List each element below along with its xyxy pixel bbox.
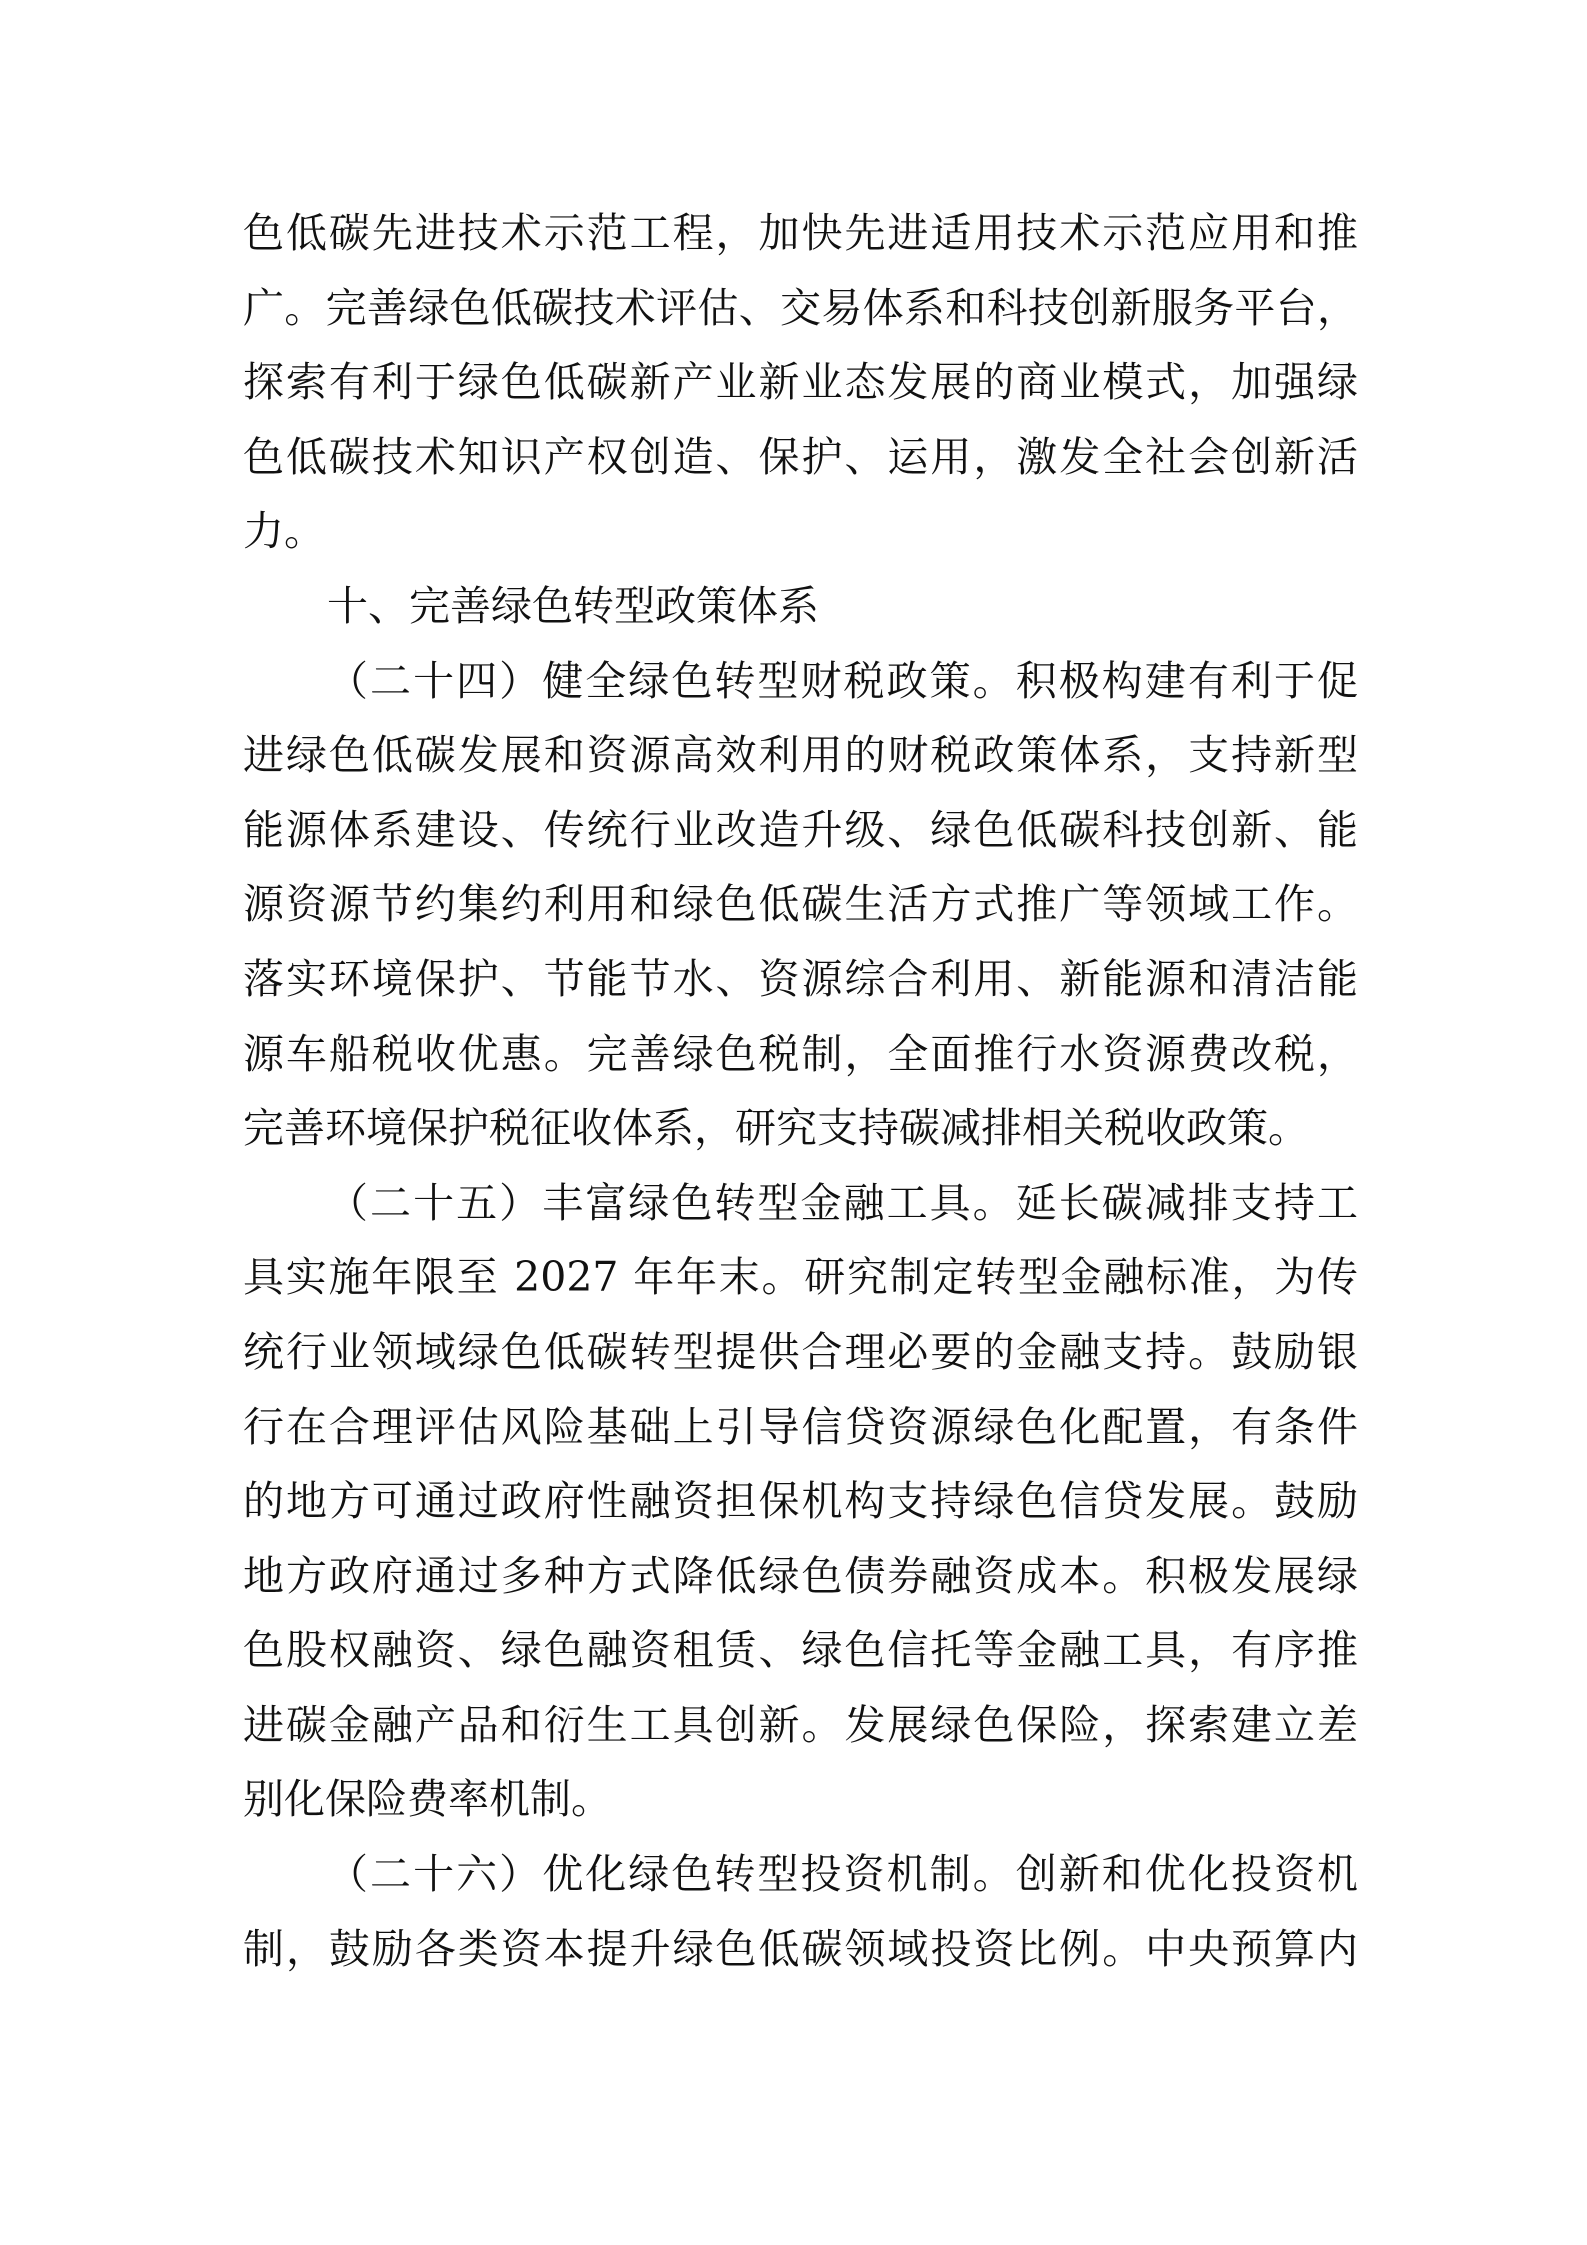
- text-line: 色低碳技术知识产权创造、保护、运用，激发全社会创新活: [243, 432, 1358, 481]
- text-line: 源车船税收优惠。完善绿色税制，全面推行水资源费改税，: [243, 1029, 1358, 1078]
- text-line: 广。完善绿色低碳技术评估、交易体系和科技创新服务平台，: [243, 283, 1358, 332]
- text-line: 统行业领域绿色低碳转型提供合理必要的金融支持。鼓励银: [243, 1327, 1358, 1376]
- text-line: 别化保险费率机制。: [243, 1775, 612, 1824]
- text-line: 进碳金融产品和衍生工具创新。发展绿色保险，探索建立差: [243, 1700, 1358, 1749]
- text-line: 能源体系建设、传统行业改造升级、绿色低碳科技创新、能: [243, 805, 1358, 854]
- text-line: 具实施年限至 2027 年年末。研究制定转型金融标准，为传: [243, 1253, 1358, 1302]
- paragraph-start-line: （二十六）优化绿色转型投资机制。创新和优化投资机: [327, 1850, 1358, 1899]
- text-line: 探索有利于绿色低碳新产业新业态发展的商业模式，加强绿: [243, 358, 1358, 407]
- section-heading: 十、完善绿色转型政策体系: [327, 581, 819, 630]
- text-line: 进绿色低碳发展和资源高效利用的财税政策体系，支持新型: [243, 731, 1358, 780]
- text-line: 制，鼓励各类资本提升绿色低碳领域投资比例。中央预算内: [243, 1924, 1358, 1973]
- text-line: 落实环境保护、节能节水、资源综合利用、新能源和清洁能: [243, 954, 1358, 1003]
- text-line: 地方政府通过多种方式降低绿色债券融资成本。积极发展绿: [243, 1551, 1358, 1600]
- text-line: 力。: [243, 507, 325, 556]
- paragraph-start-line: （二十四）健全绿色转型财税政策。积极构建有利于促: [327, 656, 1358, 705]
- text-line: 行在合理评估风险基础上引导信贷资源绿色化配置，有条件: [243, 1402, 1358, 1451]
- text-line: 源资源节约集约利用和绿色低碳生活方式推广等领域工作。: [243, 880, 1358, 929]
- paragraph-start-line: （二十五）丰富绿色转型金融工具。延长碳减排支持工: [327, 1178, 1358, 1227]
- text-line: 色低碳先进技术示范工程，加快先进适用技术示范应用和推: [243, 209, 1358, 257]
- text-line: 完善环境保护税征收体系，研究支持碳减排相关税收政策。: [243, 1104, 1309, 1153]
- text-line: 色股权融资、绿色融资租赁、绿色信托等金融工具，有序推: [243, 1626, 1358, 1675]
- document-body: [243, 196, 1358, 1986]
- text-line: 的地方可通过政府性融资担保机构支持绿色信贷发展。鼓励: [243, 1477, 1358, 1526]
